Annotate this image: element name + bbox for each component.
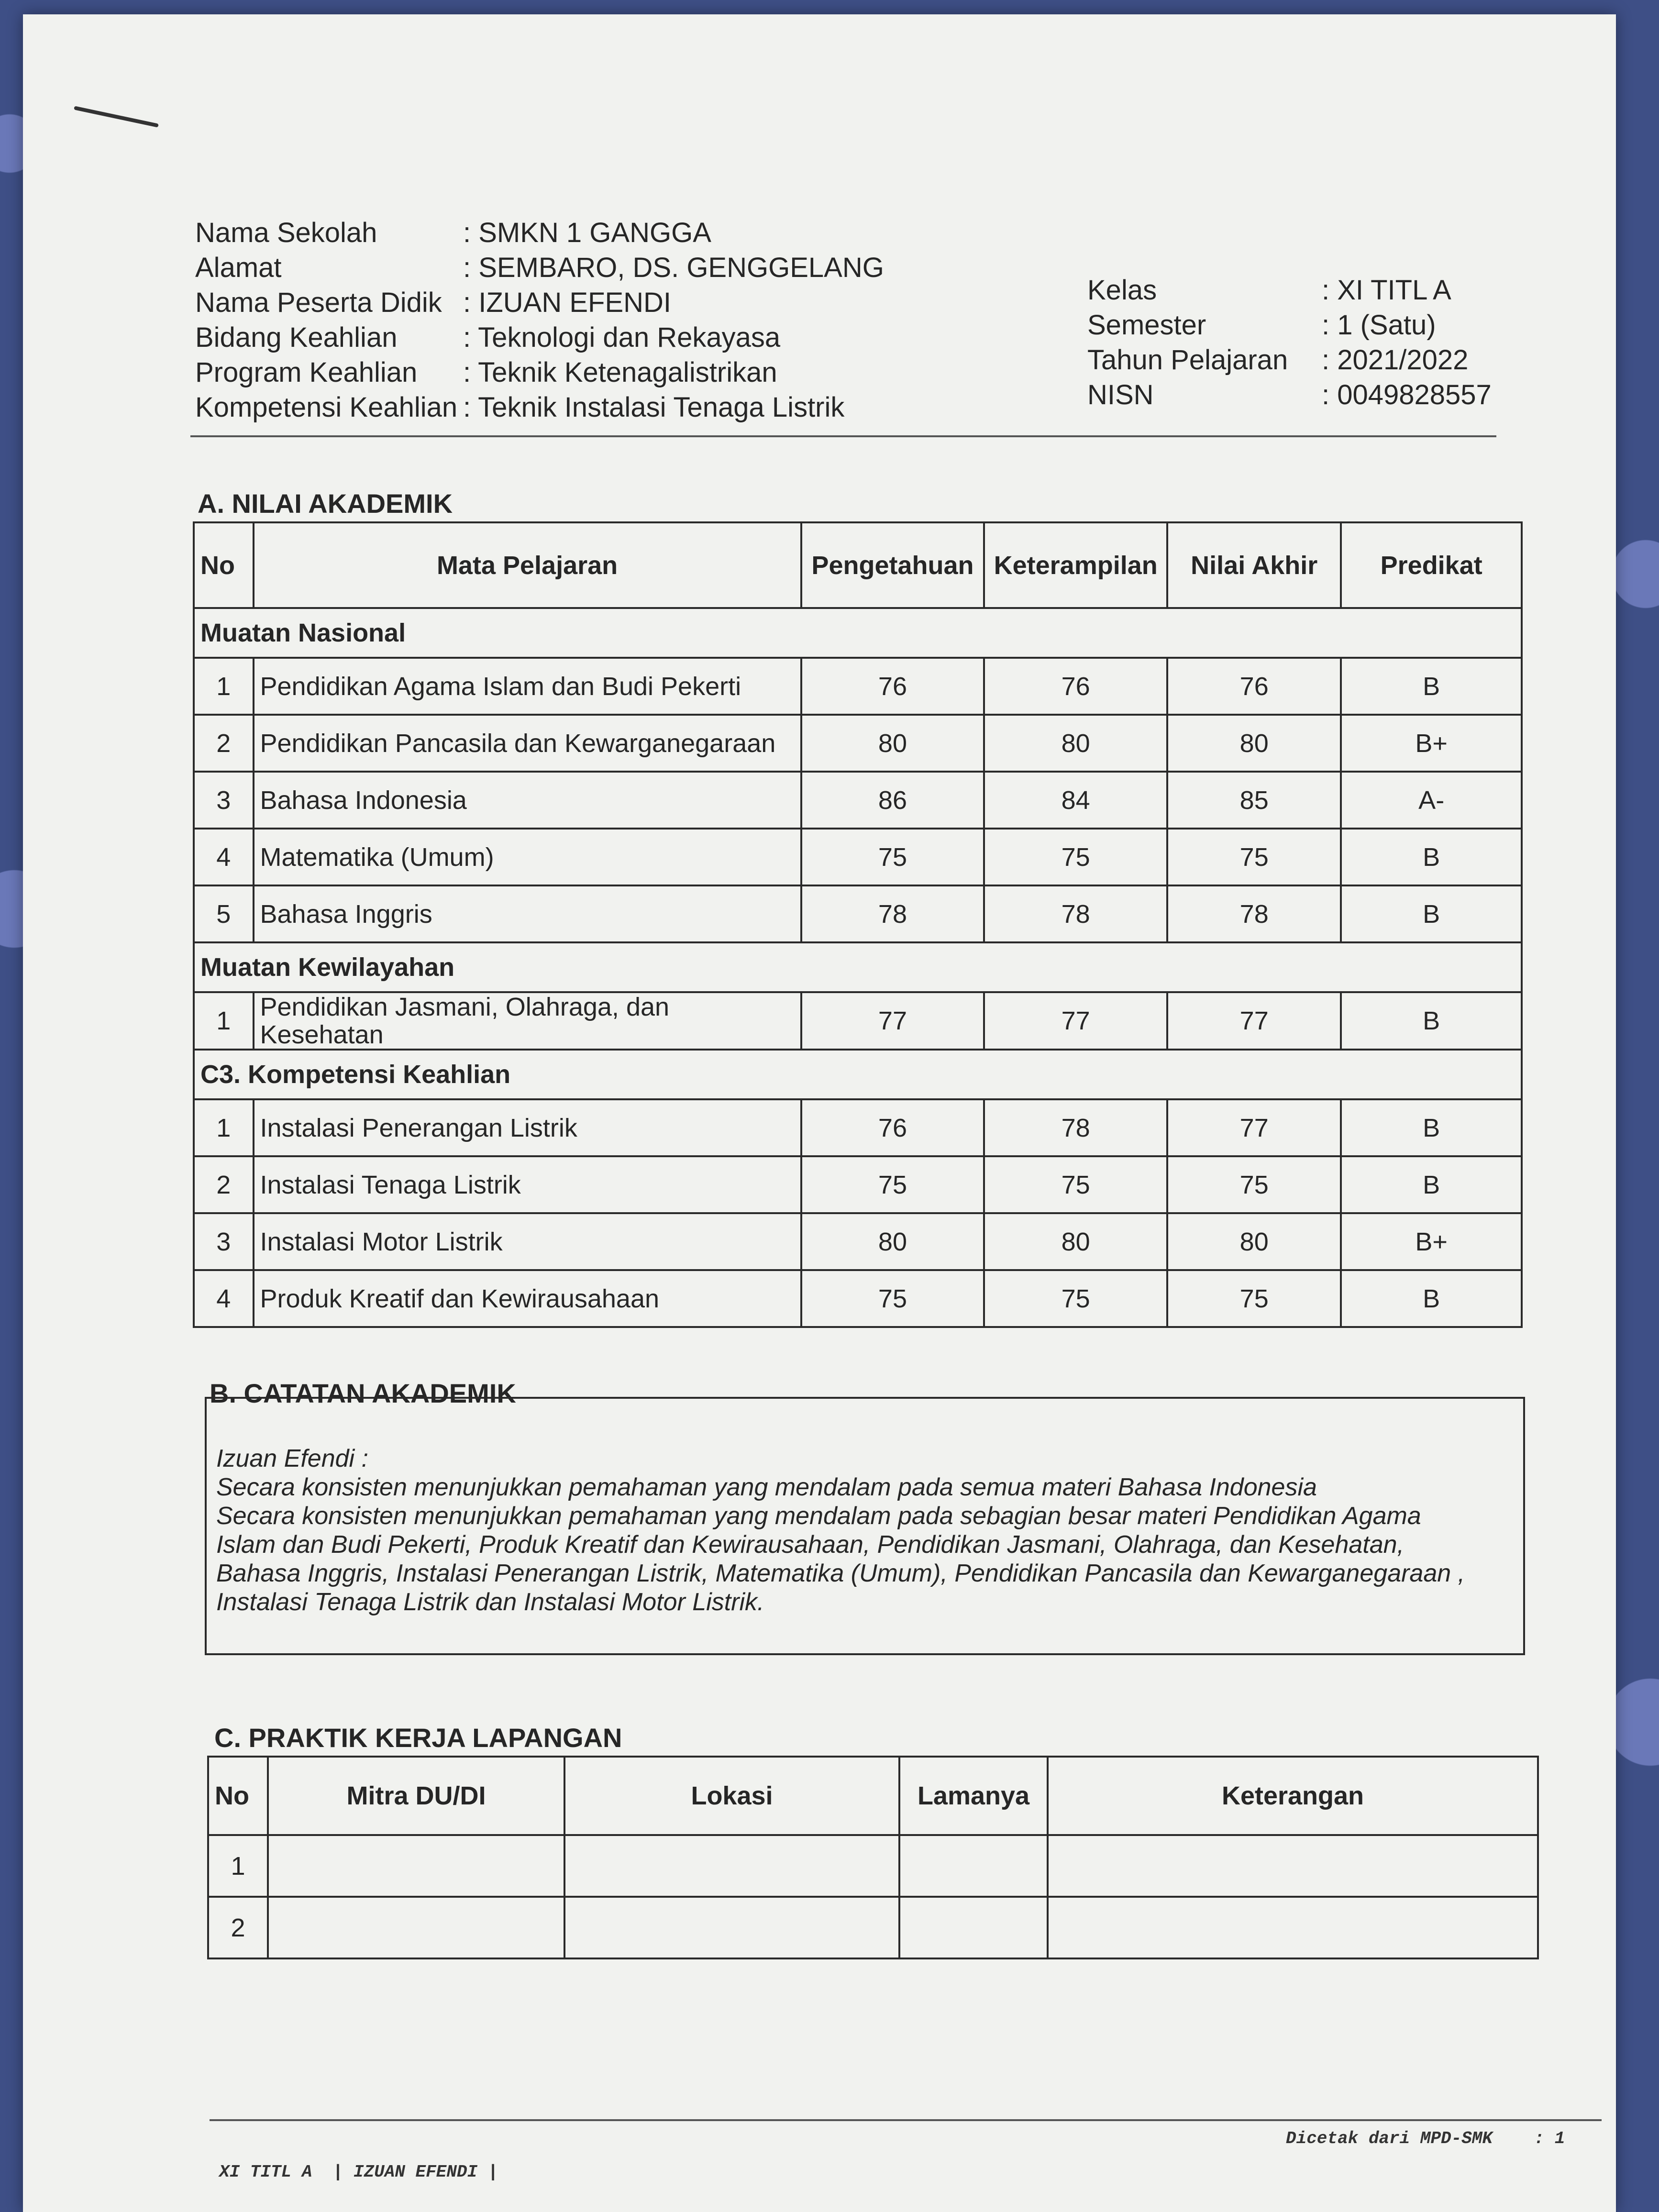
pkl-row bbox=[208, 1835, 1538, 1897]
grade-row bbox=[194, 992, 1522, 1050]
pkl-cell bbox=[1048, 1835, 1538, 1897]
predicate: B bbox=[1341, 1156, 1522, 1213]
col-header-predicate: Predikat bbox=[1341, 522, 1522, 608]
pkl-cell bbox=[899, 1897, 1048, 1958]
subject-name: Instalasi Motor Listrik bbox=[254, 1213, 801, 1270]
knowledge-score: 86 bbox=[801, 772, 984, 829]
report-card-page bbox=[23, 14, 1616, 2212]
skill-score: 78 bbox=[984, 885, 1167, 942]
identity-row: Nama Peserta Didik : IZUAN EFENDI bbox=[195, 287, 672, 318]
grade-row bbox=[194, 829, 1522, 885]
row-number: 4 bbox=[194, 829, 254, 885]
note-line: Secara konsisten menunjukkan pemahaman yang mendalam pada sebagian besar materi Pendidikan Agama bbox=[216, 1502, 1421, 1530]
predicate: B bbox=[1341, 829, 1522, 885]
pkl-cell bbox=[268, 1897, 564, 1958]
pkl-row bbox=[208, 1897, 1538, 1958]
note-line: Izuan Efendi : bbox=[216, 1445, 368, 1472]
knowledge-score: 78 bbox=[801, 885, 984, 942]
final-score: 80 bbox=[1167, 715, 1341, 772]
skill-score: 77 bbox=[984, 992, 1167, 1050]
subject-name: Instalasi Penerangan Listrik bbox=[254, 1099, 801, 1156]
predicate: B bbox=[1341, 992, 1522, 1050]
identity-row: Kelas : XI TITL A bbox=[1087, 275, 1451, 306]
identity-row: Nama Sekolah : SMKN 1 GANGGA bbox=[195, 217, 711, 248]
pen-mark bbox=[74, 106, 159, 127]
predicate: B+ bbox=[1341, 715, 1522, 772]
predicate: B bbox=[1341, 1099, 1522, 1156]
final-score: 75 bbox=[1167, 1156, 1341, 1213]
note-line: Islam dan Budi Pekerti, Produk Kreatif dan Kewirausahaan, Pendidikan Jasmani, Olahraga, dan Kesehatan, bbox=[216, 1531, 1405, 1559]
row-number: 1 bbox=[194, 1099, 254, 1156]
pkl-col-partner: Mitra DU/DI bbox=[268, 1757, 564, 1835]
identity-row: Program Keahlian : Teknik Ketenagalistrikan bbox=[195, 357, 777, 388]
skill-score: 80 bbox=[984, 1213, 1167, 1270]
subject-name: Pendidikan Pancasila dan Kewarganegaraan bbox=[254, 715, 801, 772]
group-row bbox=[194, 942, 1522, 992]
pkl-cell bbox=[564, 1835, 899, 1897]
grade-row bbox=[194, 885, 1522, 942]
skill-score: 75 bbox=[984, 829, 1167, 885]
grade-row bbox=[194, 715, 1522, 772]
skill-score: 76 bbox=[984, 658, 1167, 715]
skill-score: 80 bbox=[984, 715, 1167, 772]
group-label: C3. Kompetensi Keahlian bbox=[194, 1050, 1522, 1099]
knowledge-score: 75 bbox=[801, 829, 984, 885]
student-identity-left bbox=[195, 215, 884, 425]
academic-notes-box bbox=[205, 1397, 1525, 1655]
pkl-col-no: No bbox=[208, 1757, 268, 1835]
skill-score: 78 bbox=[984, 1099, 1167, 1156]
skill-score: 84 bbox=[984, 772, 1167, 829]
pkl-row-no: 1 bbox=[208, 1835, 268, 1897]
knowledge-score: 76 bbox=[801, 658, 984, 715]
pkl-col-location: Lokasi bbox=[564, 1757, 899, 1835]
subject-name: Instalasi Tenaga Listrik bbox=[254, 1156, 801, 1213]
note-line: Secara konsisten menunjukkan pemahaman yang mendalam pada semua materi Bahasa Indonesia bbox=[216, 1473, 1317, 1501]
final-score: 80 bbox=[1167, 1213, 1341, 1270]
subject-name: Pendidikan Agama Islam dan Budi Pekerti bbox=[254, 658, 801, 715]
pkl-cell bbox=[1048, 1897, 1538, 1958]
col-header-final: Nilai Akhir bbox=[1167, 522, 1341, 608]
final-score: 77 bbox=[1167, 992, 1341, 1050]
subject-name: Matematika (Umum) bbox=[254, 829, 801, 885]
section-title-pkl: C. PRAKTIK KERJA LAPANGAN bbox=[214, 1723, 622, 1753]
grades-table bbox=[193, 521, 1523, 1328]
section-title-nilai: A. NILAI AKADEMIK bbox=[198, 488, 453, 519]
knowledge-score: 75 bbox=[801, 1270, 984, 1327]
grade-row bbox=[194, 772, 1522, 829]
identity-row: Kompetensi Keahlian : Teknik Instalasi Tenaga Listrik bbox=[195, 392, 845, 423]
skill-score: 75 bbox=[984, 1156, 1167, 1213]
note-line: Bahasa Inggris, Instalasi Penerangan Listrik, Matematika (Umum), Pendidikan Pancasila dan Kewarganegaraan , bbox=[216, 1559, 1465, 1587]
row-number: 2 bbox=[194, 715, 254, 772]
row-number: 5 bbox=[194, 885, 254, 942]
grade-row bbox=[194, 1213, 1522, 1270]
knowledge-score: 76 bbox=[801, 1099, 984, 1156]
grades-header-row bbox=[194, 522, 1522, 608]
grade-row bbox=[194, 1270, 1522, 1327]
knowledge-score: 77 bbox=[801, 992, 984, 1050]
knowledge-score: 75 bbox=[801, 1156, 984, 1213]
group-row bbox=[194, 608, 1522, 658]
final-score: 75 bbox=[1167, 1270, 1341, 1327]
final-score: 78 bbox=[1167, 885, 1341, 942]
predicate: A- bbox=[1341, 772, 1522, 829]
final-score: 76 bbox=[1167, 658, 1341, 715]
predicate: B bbox=[1341, 1270, 1522, 1327]
row-number: 1 bbox=[194, 658, 254, 715]
pkl-row-no: 2 bbox=[208, 1897, 268, 1958]
row-number: 4 bbox=[194, 1270, 254, 1327]
predicate: B bbox=[1341, 658, 1522, 715]
section-title-catatan: B. CATATAN AKADEMIK bbox=[210, 1378, 516, 1408]
note-line: Instalasi Tenaga Listrik dan Instalasi Motor Listrik. bbox=[216, 1588, 764, 1616]
identity-row: Semester : 1 (Satu) bbox=[1087, 310, 1436, 341]
footer-divider bbox=[210, 2119, 1602, 2121]
identity-row: Tahun Pelajaran : 2021/2022 bbox=[1087, 344, 1469, 376]
grade-row bbox=[194, 658, 1522, 715]
row-number: 1 bbox=[194, 992, 254, 1050]
final-score: 85 bbox=[1167, 772, 1341, 829]
col-header-skill: Keterampilan bbox=[984, 522, 1167, 608]
subject-name: Bahasa Indonesia bbox=[254, 772, 801, 829]
row-number: 3 bbox=[194, 1213, 254, 1270]
pkl-cell bbox=[268, 1835, 564, 1897]
row-number: 2 bbox=[194, 1156, 254, 1213]
predicate: B bbox=[1341, 885, 1522, 942]
col-header-knowledge: Pengetahuan bbox=[801, 522, 984, 608]
subject-name: Bahasa Inggris bbox=[254, 885, 801, 942]
group-row bbox=[194, 1050, 1522, 1099]
footer-left: XI TITL A | IZUAN EFENDI | bbox=[219, 2162, 498, 2182]
identity-row: Bidang Keahlian : Teknologi dan Rekayasa bbox=[195, 322, 781, 353]
col-header-subject: Mata Pelajaran bbox=[254, 522, 801, 608]
header-divider bbox=[190, 435, 1496, 437]
predicate: B+ bbox=[1341, 1213, 1522, 1270]
knowledge-score: 80 bbox=[801, 715, 984, 772]
identity-row: Alamat : SEMBARO, DS. GENGGELANG bbox=[195, 252, 884, 283]
internship-table bbox=[207, 1756, 1539, 1959]
pkl-col-notes: Keterangan bbox=[1048, 1757, 1538, 1835]
student-identity-right bbox=[1087, 273, 1492, 412]
row-number: 3 bbox=[194, 772, 254, 829]
final-score: 77 bbox=[1167, 1099, 1341, 1156]
knowledge-score: 80 bbox=[801, 1213, 984, 1270]
pkl-col-duration: Lamanya bbox=[899, 1757, 1048, 1835]
footer-right: Dicetak dari MPD-SMK : 1 bbox=[1286, 2129, 1565, 2148]
pkl-header-row bbox=[208, 1757, 1538, 1835]
skill-score: 75 bbox=[984, 1270, 1167, 1327]
pkl-cell bbox=[899, 1835, 1048, 1897]
group-label: Muatan Nasional bbox=[194, 608, 1522, 658]
subject-name: Produk Kreatif dan Kewirausahaan bbox=[254, 1270, 801, 1327]
pkl-cell bbox=[564, 1897, 899, 1958]
grade-row bbox=[194, 1099, 1522, 1156]
col-header-no: No bbox=[194, 522, 254, 608]
identity-row: NISN : 0049828557 bbox=[1087, 379, 1492, 410]
final-score: 75 bbox=[1167, 829, 1341, 885]
grade-row bbox=[194, 1156, 1522, 1213]
group-label: Muatan Kewilayahan bbox=[194, 942, 1522, 992]
subject-name: Pendidikan Jasmani, Olahraga, dan Kesehatan bbox=[254, 992, 801, 1050]
